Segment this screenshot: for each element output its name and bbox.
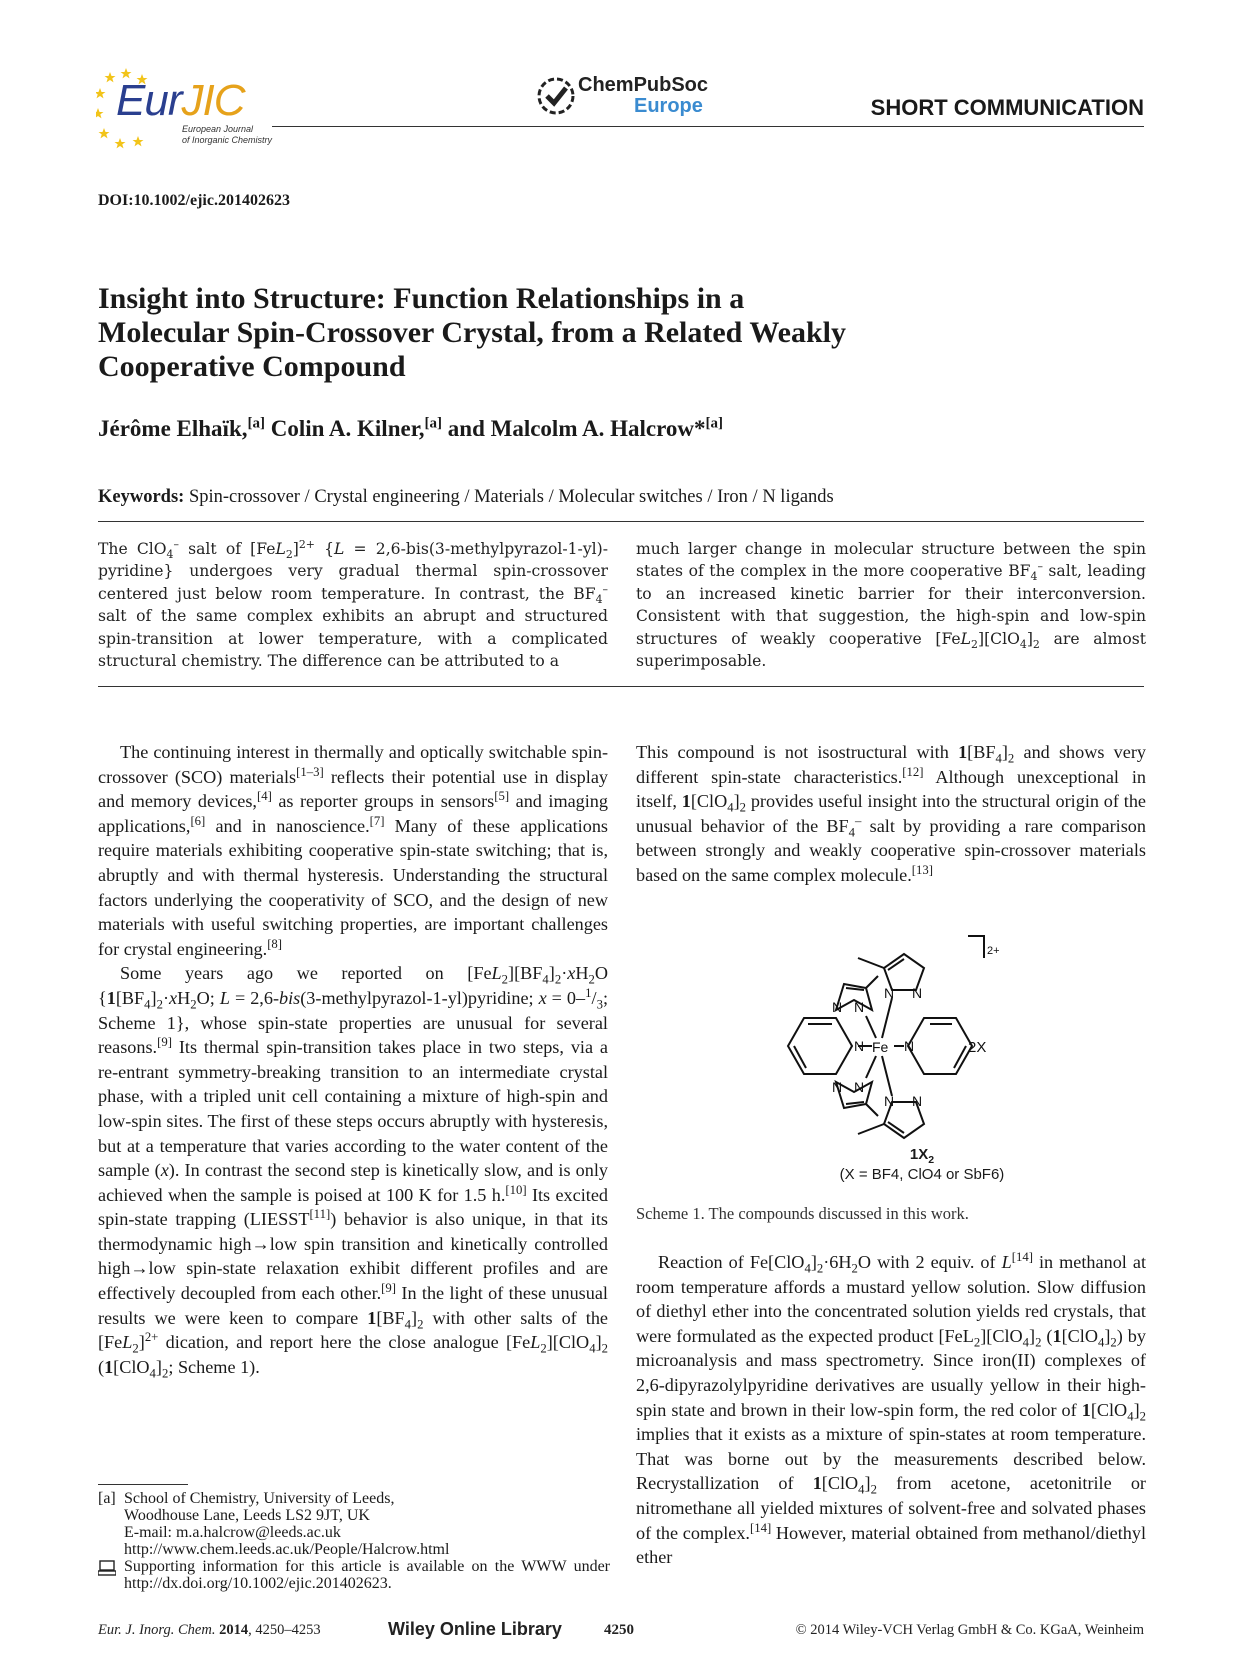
affiliation-email: E-mail: m.a.halcrow@leeds.ac.uk xyxy=(124,1524,341,1541)
svg-text:N: N xyxy=(884,985,895,1001)
body-paragraph: Reaction of $Fe[ClO_4]_2\cdot 6H_2O$ with 2 equiv. of L[14] in methanol at room temperature affords a mustard yellow solution. Slow diffusion of diethyl ether into the concentrated solution yields red crystals, that were formulated as the expected product $[FeL_2][ClO_4]_2$ $(1[ClO_4]_2)$ by microanalysis and mass spectrometry. Since iron(II) complexes of 2,6-dipyrazolylpyridine derivatives are usually yellow in their high-spin state and brown in their low-spin form, the red color of $1[ClO_4]_2$ implies that it exists as a mixture of spin-states at room temperature. That was borne out by the measurements described below. Recrystallization of $1[ClO_4]_2$ from acetone, acetonitrile or nitromethane all yielded mixtures of solvent-free and solvated phases of the complex.[14] However, material obtained from methanol/diethyl ether xyxy=(636,1249,1147,1568)
scheme-caption: Scheme 1. The compounds discussed in this work. xyxy=(636,1204,969,1223)
author-affiliation: [a] xyxy=(424,415,443,432)
footnotes xyxy=(98,1490,610,1592)
keywords-text: Spin-crossover / Crystal engineering / Materials / Molecular switches / Iron / N ligands xyxy=(184,487,834,507)
title-line: Cooperative Compound xyxy=(98,350,406,383)
affiliation-label: [a] xyxy=(98,1490,116,1507)
article-title xyxy=(98,282,898,384)
abstract-left: The ClO$_4$– salt of $[FeL_2]^{2+}$ {L = 2,6-bis(3-methylpyrazol-1-yl)-pyridine} undergoes very gradual thermal spin-crossover centered just below room temperature. In contrast, the $BF_4^-$ salt of the same complex exhibits an abrupt and structured spin-transition at lower temperature, with a complicated structural chemistry. The difference can be attributed to a xyxy=(98,537,608,671)
journal-logo-wordmark: EurJIC xyxy=(116,76,245,125)
compound-legend: (X = BF4, ClO4 or SbF6) xyxy=(839,1166,1005,1183)
svg-text:N: N xyxy=(912,985,923,1001)
society-logo-line2: Europe xyxy=(634,95,703,117)
author-affiliation: [a] xyxy=(705,415,723,432)
body-paragraph: Some years ago we reported on $[FeL_2][BF_4]_2\cdot xH_2O$ {$1[BF_4]_2\cdot xH_2O$; L = 2,6-bis(3-methylpyrazol-1-yl)pyridine; $x = 0-^1/_3$; Scheme 1}, whose spin-state properties are unusual for several reasons.[9] Its thermal spin-transition takes place in two steps, via a re-entrant symmetry-breaking transition to an intermediate crystal phase, with a tripled unit cell containing a mixture of high-spin and low-spin sites. The first of these steps occurs abruptly with hysteresis, but at a temperature that varies according to the water content of the sample (x). In contrast the second step is kinetically slow, and is only achieved when the sample is poised at 100 K for 1.5 h.[10] Its excited spin-state trapping (LIESST[11]) behavior is also unique, in that its thermodynamic high→low spin transition and kinetically controlled high→low spin-state relaxation exhibit different profiles and are effectively decoupled from each other.[9] In the light of these unusual results we were keen to compare $1[BF_4]_2$ with other salts of the $[FeL_2]^{2+}$ dication, and report here the close analogue $[FeL_2][ClO_4]_2$ ($1[ClO_4]_2$; Scheme 1). xyxy=(98,963,608,1381)
author-name: Jérôme Elhaïk, xyxy=(98,416,248,441)
affiliation-url: http://www.chem.leeds.ac.uk/People/Halcrow.html xyxy=(124,1541,450,1558)
body-left-column xyxy=(98,740,608,1379)
counterion-label: 2X xyxy=(968,1039,987,1056)
svg-text:N: N xyxy=(832,1079,843,1095)
keywords-rule xyxy=(98,521,1144,522)
charge-label: 2+ xyxy=(987,945,1000,957)
svg-text:N: N xyxy=(912,1093,923,1109)
title-line: Molecular Spin-Crossover Crystal, from a Related Weakly xyxy=(98,316,847,349)
body-paragraph: This compound is not isostructural with $1[BF_4]_2$ and shows very different spin-state characteristics.[12] Although unexceptional in itself, $1[ClO_4]_2$ provides useful insight into the structural origin of the unusual behavior of the $BF_4^-$ salt by providing a rare comparison between strongly and weakly cooperative spin-crossover materials based on the same complex molecule.[13] xyxy=(636,742,1146,885)
author-affiliation: [a] xyxy=(247,415,265,432)
supporting-info-footnote xyxy=(98,1558,610,1592)
page-number: 4250 xyxy=(604,1622,634,1638)
svg-text:N: N xyxy=(904,1038,915,1054)
author-list xyxy=(98,416,723,442)
body-right-column-top xyxy=(636,740,1146,888)
supporting-info-text: Supporting information for this article is available on the WWW under http://dx.doi.org/10.1002/ejic.201402623. xyxy=(124,1558,610,1592)
computer-icon xyxy=(98,1560,116,1576)
author-name: Colin A. Kilner, xyxy=(265,416,425,441)
svg-text:N: N xyxy=(854,1079,865,1095)
footer-copyright: © 2014 Wiley-VCH Verlag GmbH & Co. KGaA, Weinheim xyxy=(795,1622,1144,1638)
footer-citation: Eur. J. Inorg. Chem. 2014, 4250–4253 xyxy=(98,1622,321,1638)
doi: DOI:10.1002/ejic.201402623 xyxy=(98,192,290,209)
journal-logo xyxy=(96,66,276,150)
journal-logo-subtitle: European Journal of Inorganic Chemistry xyxy=(182,124,273,145)
compound-label: $1X_2$ xyxy=(909,1146,935,1166)
keywords-label: Keywords: xyxy=(98,487,185,507)
affiliation-line: School of Chemistry, University of Leeds, xyxy=(124,1490,395,1507)
svg-text:N: N xyxy=(832,999,843,1015)
footnote-rule xyxy=(98,1484,188,1485)
abstract-right: much larger change in molecular structure between the spin states of the complex in the more cooperative $BF_4^-$ salt, leading to an increased kinetic barrier for their interconversion. Consistent with that suggestion, the high-spin and low-spin structures of weakly cooperative $[FeL_2][ClO_4]_2$ are almost superimposable. xyxy=(636,540,1146,671)
svg-text:N: N xyxy=(854,1038,865,1054)
author-name: and Malcolm A. Halcrow* xyxy=(442,416,706,441)
scheme-1-structure xyxy=(772,928,1072,1188)
affiliation-line: Woodhouse Lane, Leeds LS2 9JT, UK xyxy=(124,1507,370,1524)
society-logo-line1: ChemPubSoc xyxy=(578,74,709,96)
svg-text:N: N xyxy=(884,1093,895,1109)
footer-library: Wiley Online Library xyxy=(388,1619,562,1639)
fe-atom-label: Fe xyxy=(872,1039,889,1055)
svg-text:N: N xyxy=(854,999,865,1015)
society-logo xyxy=(536,74,709,120)
body-right-column-bottom xyxy=(636,1250,1146,1570)
article-type: SHORT COMMUNICATION xyxy=(870,95,1144,120)
body-paragraph: The continuing interest in thermally and optically switchable spin-crossover (SCO) materials[1–3] reflects their potential use in display and memory devices,[4] as reporter groups in sensors[5] and imaging applications,[6] and in nanoscience.[7] Many of these applications require materials exhibiting cooperative spin-state switching; that is, abruptly and with thermal hysteresis. Understanding the structural factors underlying the cooperativity of SCO, and the design of new materials with useful switching properties, are important challenges for crystal engineering.[8] xyxy=(98,742,608,959)
keywords xyxy=(98,487,834,508)
header-rule xyxy=(272,126,1144,127)
society-emblem-icon xyxy=(536,76,576,116)
abstract-rule xyxy=(98,686,1144,687)
affiliation-footnote xyxy=(98,1490,610,1558)
title-line: Insight into Structure: Function Relationships in a xyxy=(98,282,745,315)
